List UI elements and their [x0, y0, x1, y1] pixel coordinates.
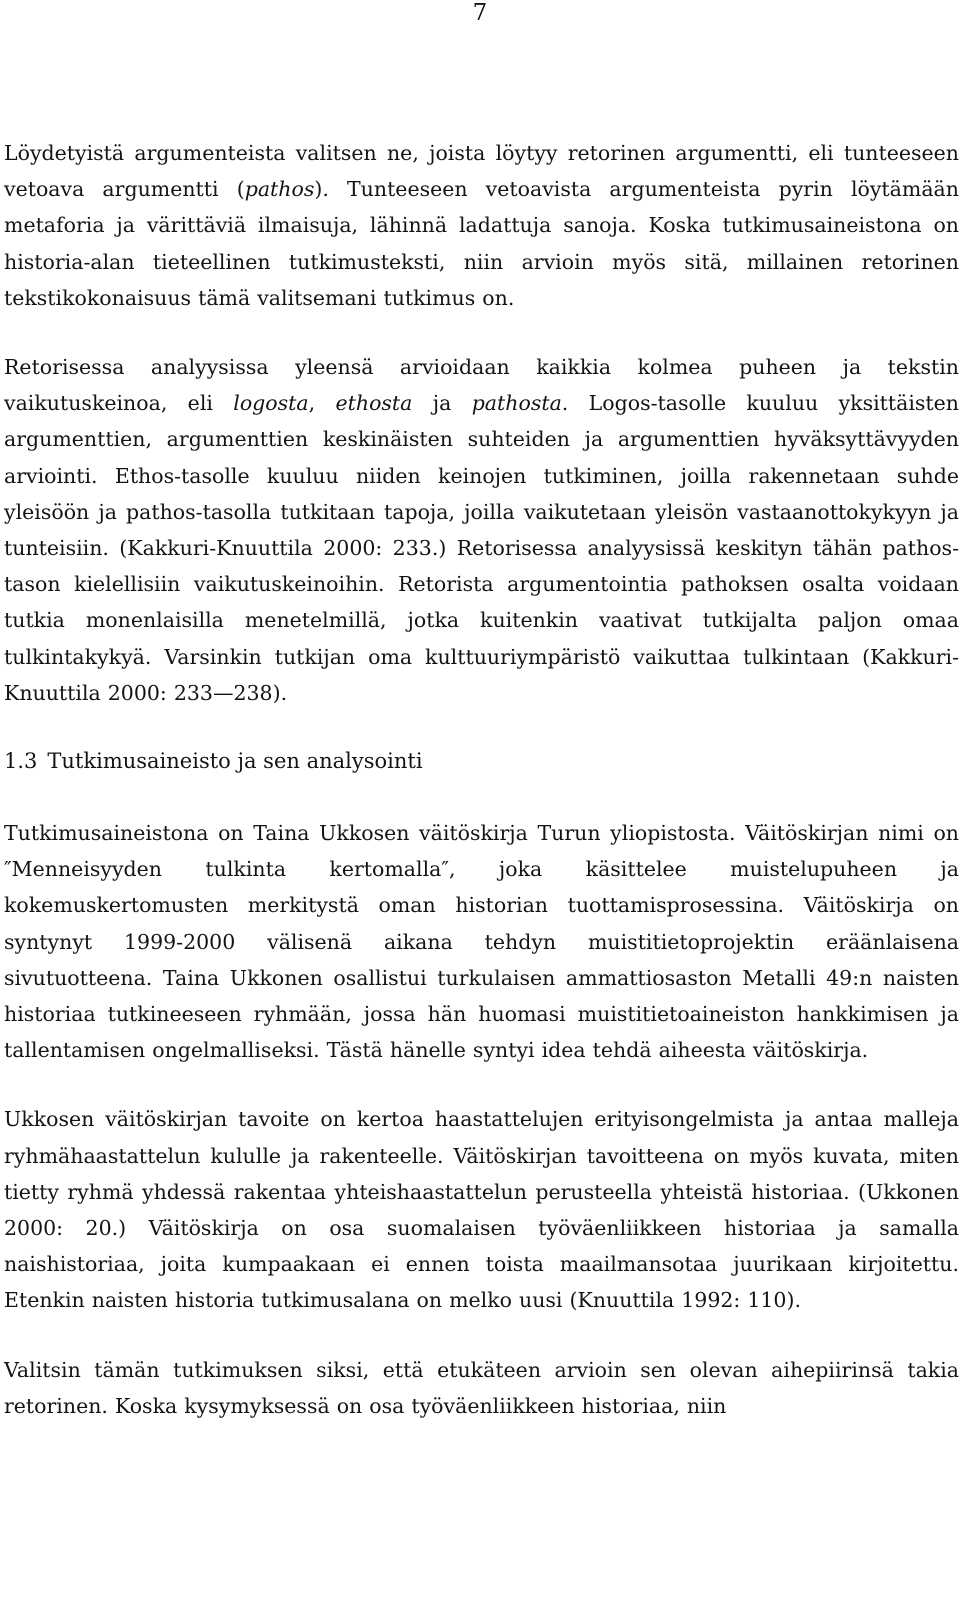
separator-1: ,: [308, 391, 336, 416]
paragraph-1: [4, 135, 959, 316]
paragraph-3: Tutkimusaineistona on Taina Ukkosen väitöskirja Turun yliopistosta. Väitöskirjan nimi on ″Menneisyyden tulkinta kertomalla″, joka käsittelee muistelupuheen ja kokemuskertomusten merkitystä oman historian tuottamisprosessina. Väitöskirja on syntynyt 1999-2000 välisenä aikana tehdyn muistitietoprojektin eräänlaisena sivutuotteena. Taina Ukkonen osallistui turkulaisen ammattiosaston Metalli 49:n naisten historiaa tutkineeseen ryhmään, jossa hän huomasi muistitietoaineiston hankkimisen ja tallentamisen ongelmalliseksi. Tästä hänelle syntyi idea tehdä aiheesta väitöskirja.: [4, 821, 959, 1063]
paragraph-2-text-a: Retorisessa analyysissa yleensä arvioidaan kaikkia kolmea puheen ja tekstin vaikutuskeinoa, eli: [4, 355, 959, 416]
section-title: Tutkimusaineisto ja sen analysointi: [47, 749, 423, 774]
section-heading: [4, 743, 959, 779]
term-logosta: logosta: [233, 391, 309, 416]
term-pathos: pathos: [244, 177, 315, 202]
section-number: 1.3: [4, 749, 38, 774]
page-number: 7: [472, 0, 488, 26]
term-ethosta: ethosta: [335, 391, 413, 416]
paragraph-1-text-b: ). Tunteeseen vetoavista argumenteista pyrin löytämään metaforia ja värittäviä ilmaisuja, lähinnä ladattuja sanoja. Koska tutkimusaineistona on historia-alan tieteellinen tutkimusteksti, niin arvioin myös sitä, millainen retorinen tekstikokonaisuus tämä valitsemani tutkimus on.: [4, 177, 959, 310]
paragraph-2-text-b: . Logos-tasolle kuuluu yksittäisten argumenttien, argumenttien keskinäisten suhteiden ja argumenttien hyväksyttävyyden arviointi. Ethos-tasolle kuuluu niiden keinojen tutkiminen, joilla rakennetaan suhde yleisöön ja pathos-tasolla tutkitaan tapoja, joilla vaikutetaan yleisön vastaanottokykyyn ja tunteisiin. (Kakkuri-Knuuttila 2000: 233.) Retorisessa analyysissä keskityn tähän pathos-tason kielellisiin vaikutuskeinoihin. Retorista argumentointia pathoksen osalta voidaan tutkia monenlaisilla menetelmillä, jotka kuitenkin vaativat tutkijalta paljon omaa tulkintakykyä. Varsinkin tutkijan oma kulttuuriympäristö vaikuttaa tulkintaan (Kakkuri-Knuuttila 2000: 233—238).: [4, 391, 959, 705]
paragraph-4: Ukkosen väitöskirjan tavoite on kertoa haastattelujen erityisongelmista ja antaa malleja ryhmähaastattelun kululle ja rakenteelle. Väitöskirjan tavoitteena on myös kuvata, miten tietty ryhmä yhdessä rakentaa yhteishaastattelun perusteella yhteistä historiaa. (Ukkonen 2000: 20.) Väitöskirja on osa suomalaisen työväenliikkeen historiaa ja samalla naishistoriaa, joita kumpaakaan ei ennen toista maailmansotaa juurikaan kirjoitettu. Etenkin naisten historia tutkimusalana on melko uusi (Knuuttila 1992: 110).: [4, 1107, 959, 1313]
paragraph-5: Valitsin tämän tutkimuksen siksi, että etukäteen arvioin sen olevan aihepiirinsä takia retorinen. Koska kysymyksessä on osa työväenliikkeen historiaa, niin: [4, 1357, 959, 1418]
document-body: [4, 135, 959, 1424]
separator-2: ja: [412, 391, 472, 416]
paragraph-1-text-a: Löydetyistä argumenteista valitsen ne, joista löytyy retorinen argumentti, eli tunteeseen vetoava argumentti (: [4, 141, 959, 202]
paragraph-2: [4, 349, 959, 711]
term-pathosta: pathosta: [471, 391, 562, 416]
